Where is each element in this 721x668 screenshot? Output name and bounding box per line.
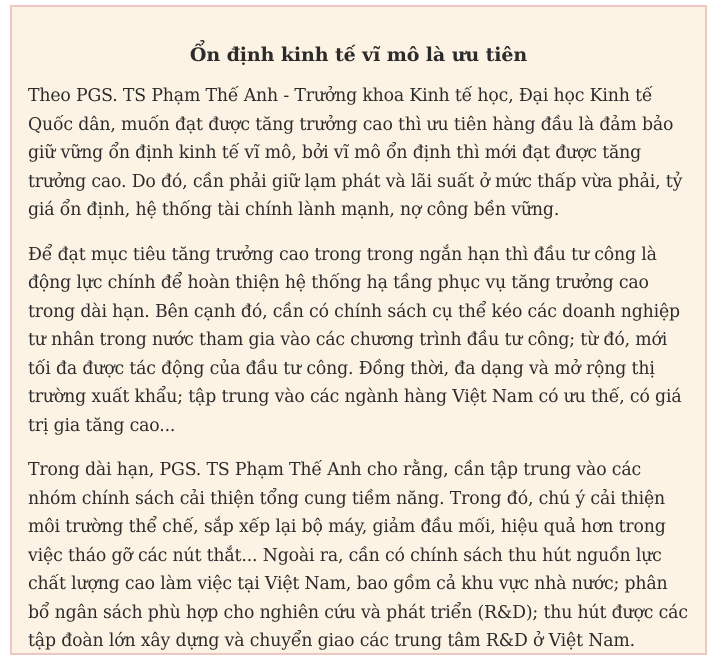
article-title: Ổn định kinh tế vĩ mô là ưu tiên <box>189 44 528 66</box>
paragraph-3: Trong dài hạn, PGS. TS Phạm Thế Anh cho rằng, cần tập trung vào các nhóm chính sách cải thiện tổng cung tiềm năng. Trong đó, chú ý cải thiện môi trường thể chế, sắp xếp lại bộ máy, giảm đầu mối, hiệu quả hơn trong việc tháo gỡ các nút thắt... Ngoài ra, cần có chính sách thu hút nguồn lực chất lượng cao làm việc tại Việt Nam, bao gồm cả khu vực nhà nước; phân bổ ngân sách phù hợp cho nghiên cứu và phát triển (R&D); thu hút được các tập đoàn lớn xây dựng và chuyển giao các trung tâm R&D ở Việt Nam. <box>28 460 688 651</box>
article-box <box>10 5 707 655</box>
paragraph-1: Theo PGS. TS Phạm Thế Anh - Trưởng khoa Kinh tế học, Đại học Kinh tế Quốc dân, muốn đạt được tăng trưởng cao thì ưu tiên hàng đầu là đảm bảo giữ vững ổn định kinh tế vĩ mô, bởi vĩ mô ổn định thì mới đạt được tăng trưởng cao. Do đó, cần phải giữ lạm phát và lãi suất ở mức thấp vừa phải, tỷ giá ổn định, hệ thống tài chính lành mạnh, nợ công bền vững. <box>28 86 683 220</box>
paragraph-2: Để đạt mục tiêu tăng trưởng cao trong trong ngắn hạn thì đầu tư công là động lực chính để hoàn thiện hệ thống hạ tầng phục vụ tăng trưởng cao trong dài hạn. Bên cạnh đó, cần có chính sách cụ thể kéo các doanh nghiệp tư nhân trong nước tham gia vào các chương trình đầu tư công; từ đó, mới tối đa được tác động của đầu tư công. Đồng thời, đa dạng và mở rộng thị trường xuất khẩu; tập trung vào các ngành hàng Việt Nam có ưu thế, có giá trị gia tăng cao... <box>28 244 682 436</box>
